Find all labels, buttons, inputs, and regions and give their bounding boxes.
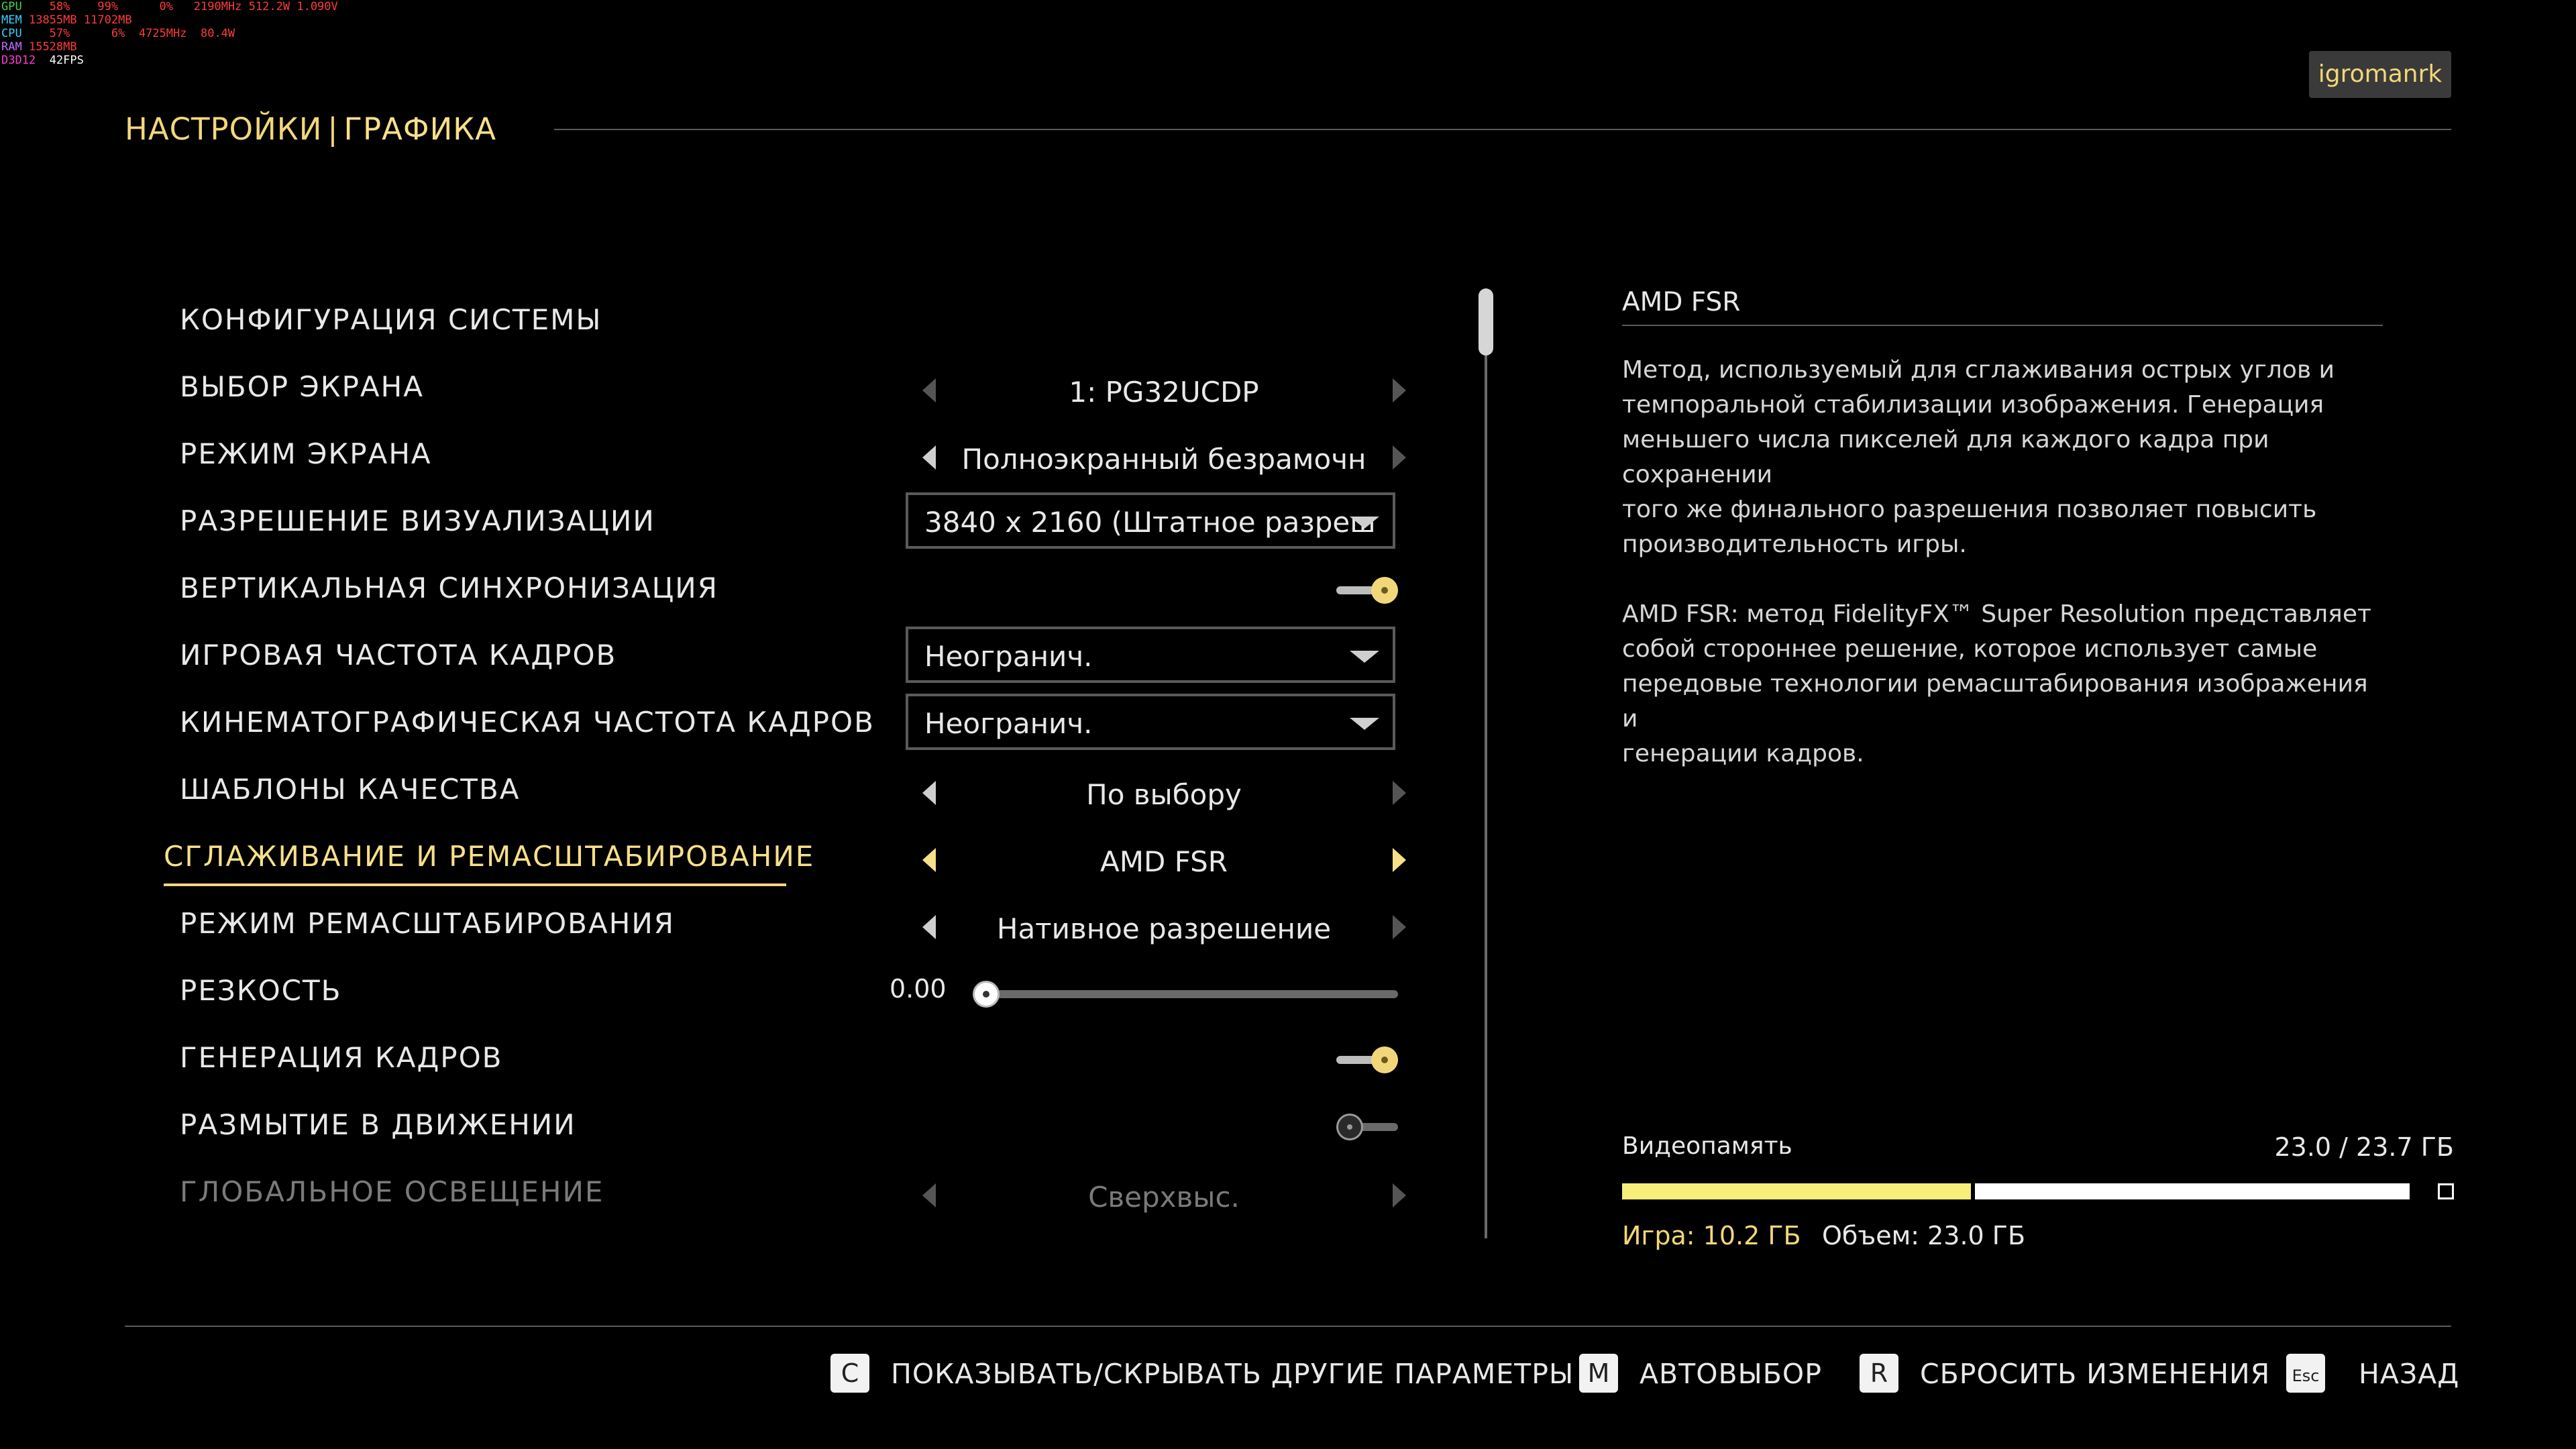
vram-game-fill: [1622, 1183, 1971, 1199]
arrow-right-icon[interactable]: [1393, 378, 1406, 402]
chevron-down-icon: [1350, 718, 1379, 730]
chevron-down-icon: [1350, 517, 1379, 529]
breadcrumb-section: НАСТРОЙКИ: [125, 111, 323, 147]
show-hide-options-button[interactable]: ПОКАЗЫВАТЬ/СКРЫВАТЬ ДРУГИЕ ПАРАМЕТРЫ: [891, 1358, 1574, 1390]
setting-sharpness-label[interactable]: РЕЗКОСТЬ: [180, 974, 342, 1007]
key-c-icon[interactable]: C: [830, 1354, 869, 1393]
vram-label: Видеопамять: [1622, 1132, 1792, 1160]
description-text: Метод, используемый для сглаживания острых углов и темпоральной стабилизации изображения. Генерация меньшего числа пикселей для каждого кадра при сохранении того же финального разрешения позволяет повысить производительность игры. AMD FSR: метод FidelityFX™ Super Resolution представляет собой стороннее решение, которое использует самые передовые технологии ремасштабирования изображения и генерации кадров.: [1622, 356, 2371, 767]
vram-usage-bar: [1622, 1183, 2454, 1199]
arrow-left-icon[interactable]: [922, 445, 936, 470]
toggle-knob: [1371, 1046, 1398, 1073]
setting-global-illumination-label[interactable]: ГЛОБАЛЬНОЕ ОСВЕЩЕНИЕ: [180, 1175, 604, 1208]
arrow-left-icon[interactable]: [922, 781, 936, 805]
antialiasing-selector[interactable]: [912, 840, 1402, 880]
global-illumination-selector[interactable]: [912, 1175, 1402, 1216]
antialiasing-value: AMD FSR: [1100, 845, 1228, 878]
display-mode-value: Полноэкранный безрамочн: [961, 443, 1366, 476]
arrow-right-icon[interactable]: [1393, 781, 1406, 805]
arrow-right-icon[interactable]: [1393, 1183, 1406, 1208]
overlay-ram-row: RAM 15528MB: [1, 40, 77, 54]
breadcrumb-separator: |: [327, 111, 339, 147]
header-divider: [554, 129, 2451, 130]
toggle-knob: [1336, 1114, 1363, 1140]
setting-display-select-label[interactable]: ВЫБОР ЭКРАНА: [180, 370, 424, 403]
arrow-left-icon[interactable]: [922, 1183, 936, 1208]
render-resolution-value: 3840 x 2160 (Штатное разреш: [924, 506, 1376, 539]
key-m-icon[interactable]: M: [1579, 1354, 1618, 1393]
vsync-toggle[interactable]: [1336, 577, 1398, 604]
back-button[interactable]: НАЗАД: [2359, 1358, 2460, 1390]
footer-divider: [125, 1326, 2451, 1327]
user-badge: igromanrk: [2309, 51, 2451, 98]
setting-antialiasing-label[interactable]: СГЛАЖИВАНИЕ И РЕМАСШТАБИРОВАНИЕ: [164, 840, 815, 873]
overlay-mem-row: MEM 13855MB 11702MB: [1, 13, 132, 27]
arrow-right-icon[interactable]: [1393, 848, 1406, 872]
setting-game-framerate-label[interactable]: ИГРОВАЯ ЧАСТОТА КАДРОВ: [180, 639, 617, 672]
arrow-left-icon[interactable]: [922, 915, 936, 939]
sharpness-value: 0.00: [890, 974, 947, 1004]
frame-generation-toggle[interactable]: [1336, 1046, 1398, 1073]
page-title: [125, 111, 496, 147]
breadcrumb-page: ГРАФИКА: [343, 111, 497, 147]
motion-blur-toggle[interactable]: [1336, 1114, 1398, 1140]
setting-system-config[interactable]: КОНФИГУРАЦИЯ СИСТЕМЫ: [180, 303, 602, 336]
arrow-right-icon[interactable]: [1393, 915, 1406, 939]
toggle-knob: [1371, 577, 1398, 604]
performance-overlay: [1, 0, 338, 67]
vram-free-segment: [2438, 1183, 2454, 1199]
overlay-d3d-row: D3D12 42FPS: [1, 54, 84, 67]
upscaling-mode-selector[interactable]: [912, 907, 1402, 947]
setting-upscaling-mode-label[interactable]: РЕЖИМ РЕМАСШТАБИРОВАНИЯ: [180, 907, 675, 940]
upscaling-mode-value: Нативное разрешение: [996, 912, 1332, 945]
arrow-right-icon[interactable]: [1393, 445, 1406, 470]
arrow-left-icon[interactable]: [922, 378, 936, 402]
quality-presets-selector[interactable]: [912, 773, 1402, 813]
setting-frame-generation-label[interactable]: ГЕНЕРАЦИЯ КАДРОВ: [180, 1041, 503, 1074]
display-select-value: 1: PG32UCDP: [1069, 376, 1259, 409]
setting-motion-blur-label[interactable]: РАЗМЫТИЕ В ДВИЖЕНИИ: [180, 1108, 576, 1141]
sharpness-slider-handle[interactable]: [973, 981, 1000, 1008]
setting-cinematic-framerate-label[interactable]: КИНЕМАТОГРАФИЧЕСКАЯ ЧАСТОТА КАДРОВ: [180, 706, 875, 739]
display-mode-selector[interactable]: [912, 437, 1402, 478]
key-esc-icon[interactable]: Esc: [2286, 1354, 2325, 1393]
reset-changes-button[interactable]: СБРОСИТЬ ИЗМЕНЕНИЯ: [1920, 1358, 2271, 1390]
overlay-gpu-row: GPU 58% 99% 0% 2190MHz 512.2W 1.090V: [1, 0, 338, 13]
vram-other-fill: [1975, 1183, 2410, 1199]
overlay-cpu-row: CPU 57% 6% 4725MHz 80.4W: [1, 27, 235, 40]
sharpness-slider-track[interactable]: [986, 990, 1398, 998]
display-select-selector[interactable]: [912, 370, 1402, 411]
description-divider: [1622, 325, 2383, 326]
cinematic-framerate-value: Неогранич.: [924, 707, 1093, 740]
setting-quality-presets-label[interactable]: ШАБЛОНЫ КАЧЕСТВА: [180, 773, 521, 806]
setting-display-mode-label[interactable]: РЕЖИМ ЭКРАНА: [180, 437, 432, 470]
quality-presets-value: По выбору: [1086, 778, 1242, 811]
arrow-left-icon[interactable]: [922, 848, 936, 872]
key-r-icon[interactable]: R: [1860, 1354, 1898, 1393]
description-title: AMD FSR: [1622, 287, 1741, 317]
chevron-down-icon: [1350, 651, 1379, 663]
cinematic-framerate-dropdown[interactable]: [906, 694, 1395, 750]
render-resolution-dropdown[interactable]: [906, 492, 1395, 549]
setting-vsync-label[interactable]: ВЕРТИКАЛЬНАЯ СИНХРОНИЗАЦИЯ: [180, 572, 718, 604]
setting-render-resolution-label[interactable]: РАЗРЕШЕНИЕ ВИЗУАЛИЗАЦИИ: [180, 504, 655, 537]
selected-row-underline: [164, 883, 786, 886]
vram-game-usage: Игра: 10.2 ГБ: [1622, 1221, 1801, 1250]
vram-total: 23.0 / 23.7 ГБ: [2274, 1132, 2454, 1162]
global-illumination-value: Сверхвыс.: [1088, 1181, 1240, 1214]
settings-scrollbar-track[interactable]: [1485, 288, 1487, 1238]
game-framerate-dropdown[interactable]: [906, 627, 1395, 683]
vram-volume: Объем: 23.0 ГБ: [1822, 1221, 2026, 1250]
auto-select-button[interactable]: АВТОВЫБОР: [1640, 1358, 1822, 1390]
game-framerate-value: Неогранич.: [924, 640, 1093, 673]
settings-scrollbar-thumb[interactable]: [1479, 288, 1493, 356]
